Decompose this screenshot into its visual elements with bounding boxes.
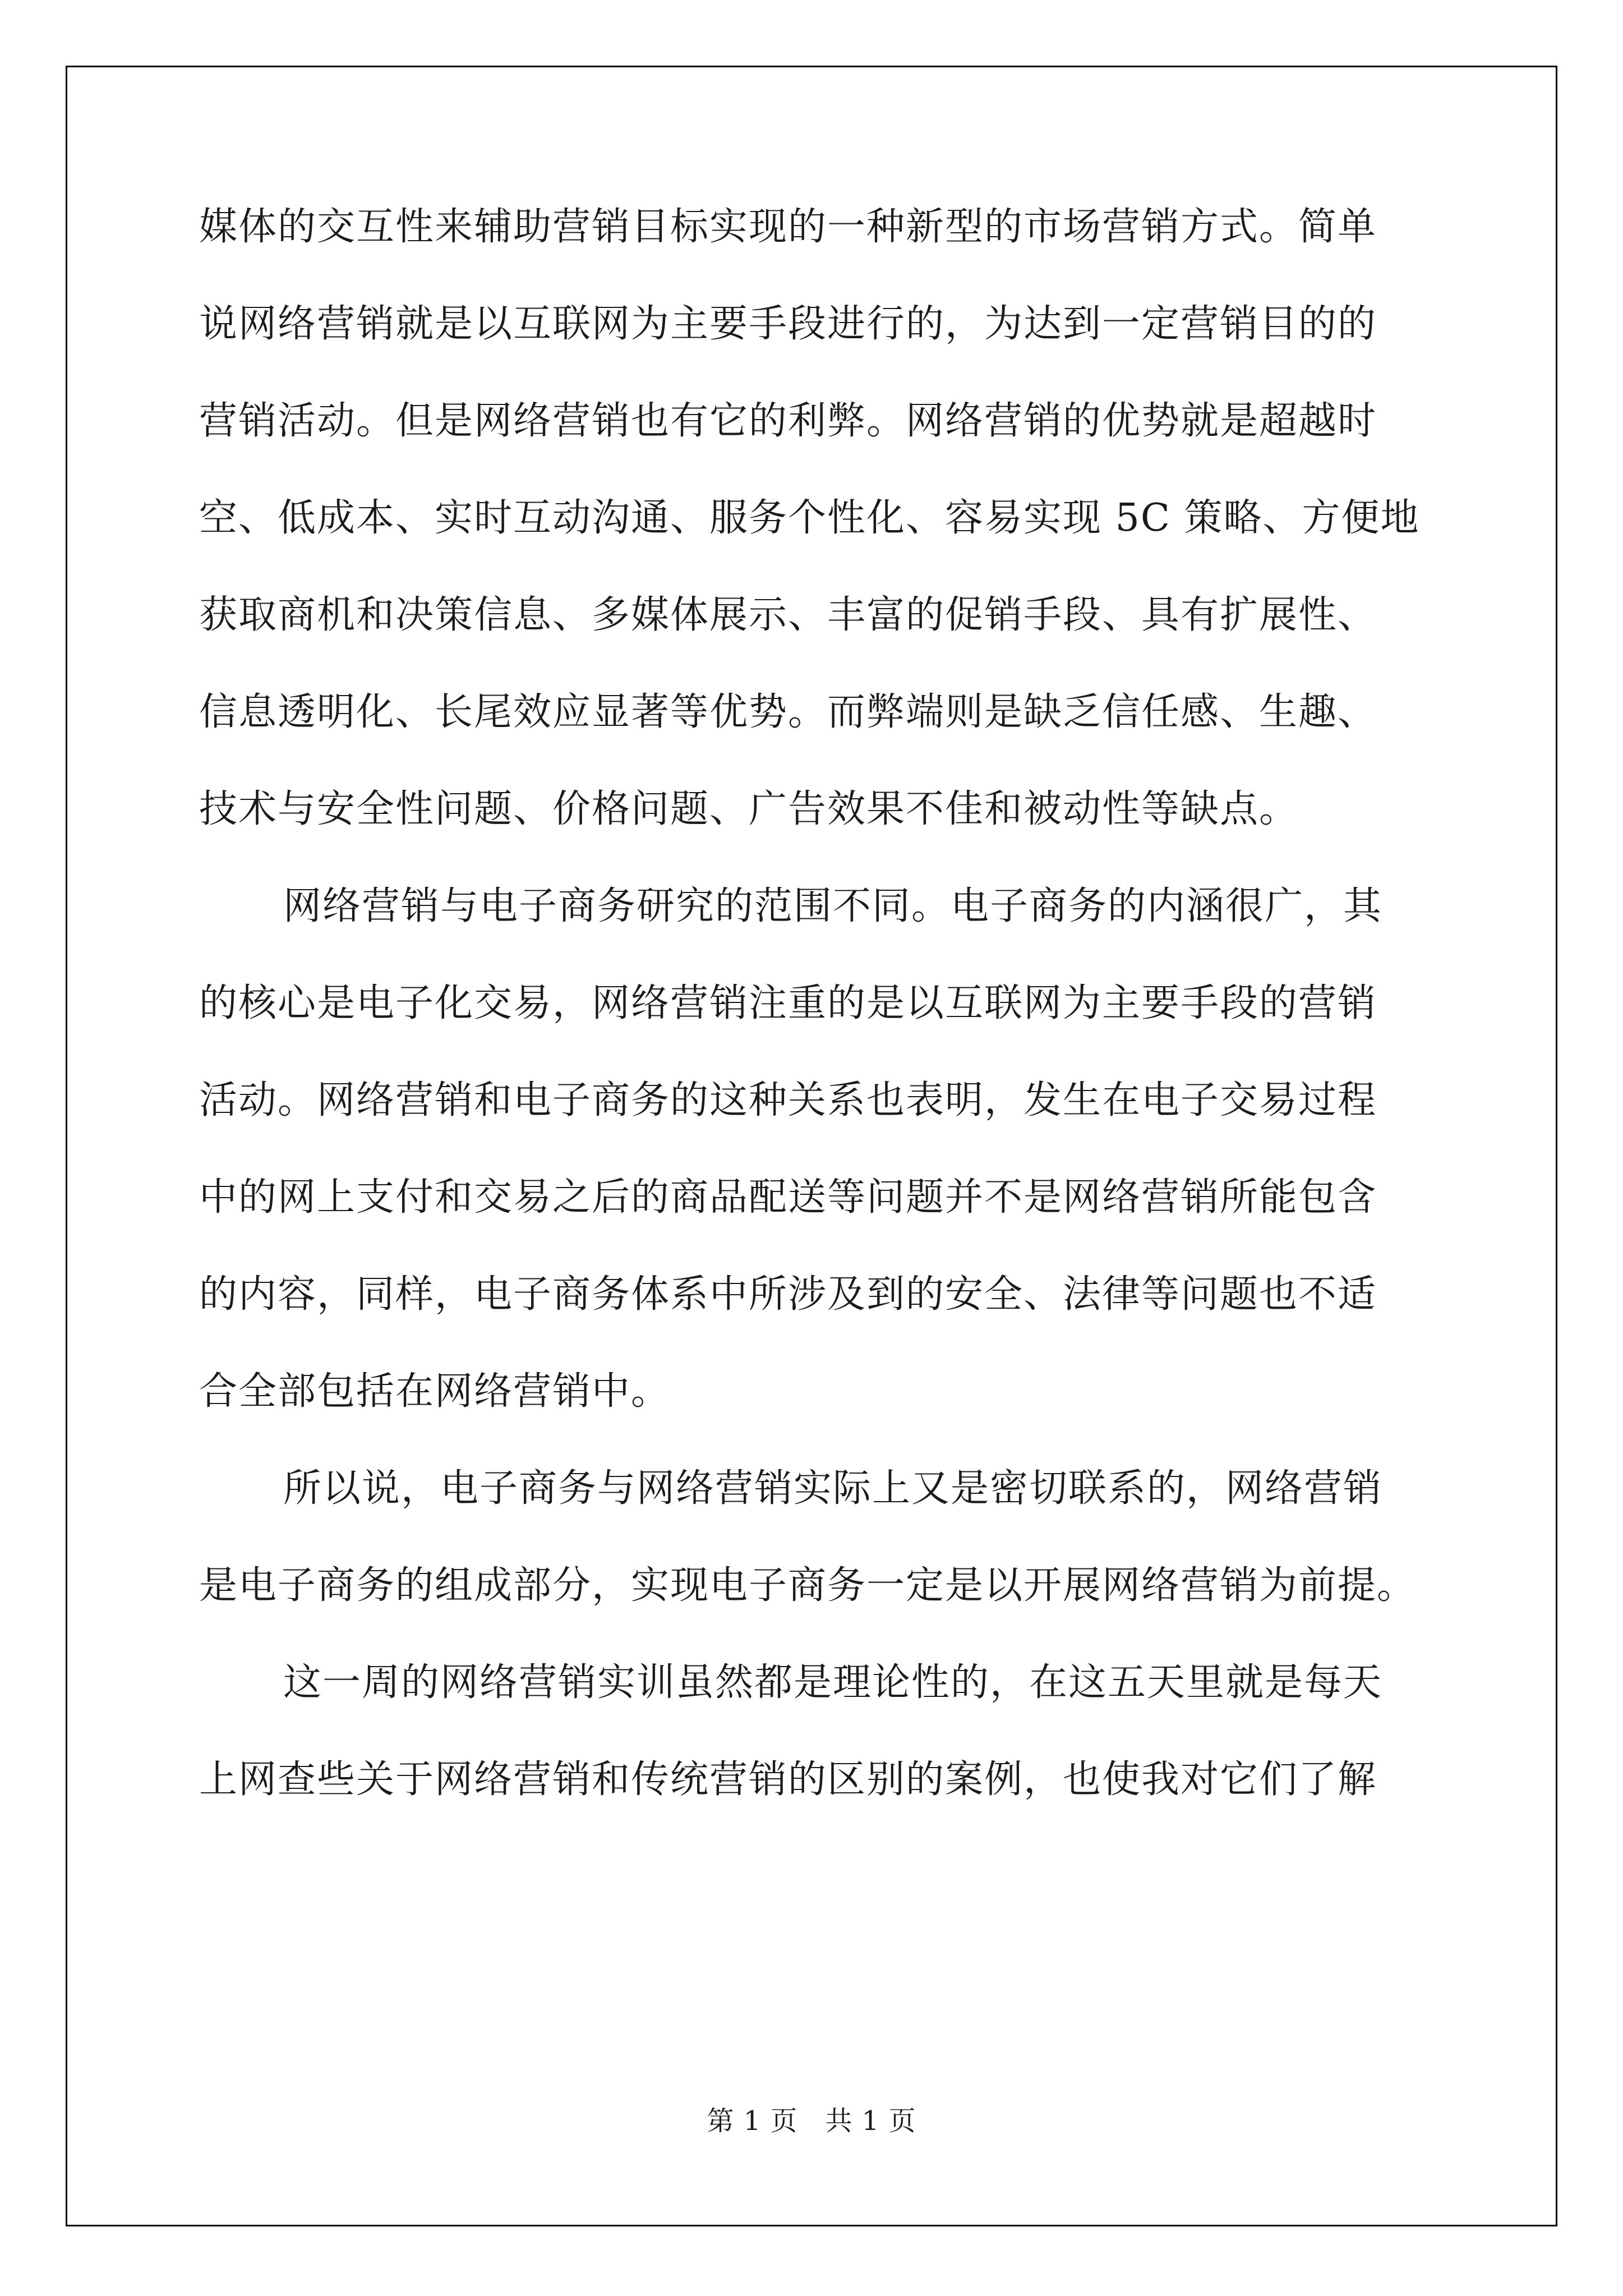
paragraph-start-line: 网络营销与电子商务研究的范围不同。电子商务的内涵很广，其 [283,884,1383,928]
text-line: 信息透明化、长尾效应显著等优势。而弊端则是缺乏信任感、生趣、 [199,690,1377,734]
page-border [66,66,1557,2226]
text-line: 空、低成本、实时互动沟通、服务个性化、容易实现 5C 策略、方便地 [199,496,1420,540]
text-line: 媒体的交互性来辅助营销目标实现的一种新型的市场营销方式。简单 [199,205,1377,249]
text-line: 的核心是电子化交易，网络营销注重的是以互联网为主要手段的营销 [199,981,1377,1025]
text-line: 是电子商务的组成部分，实现电子商务一定是以开展网络营销为前提。 [199,1563,1417,1608]
text-line: 中的网上支付和交易之后的商品配送等问题并不是网络营销所能包含 [199,1175,1377,1220]
text-line: 获取商机和决策信息、多媒体展示、丰富的促销手段、具有扩展性、 [199,593,1377,637]
text-line: 营销活动。但是网络营销也有它的利弊。网络营销的优势就是超越时 [199,399,1377,443]
page-number-footer: 第 1 页 共 1 页 [707,2105,916,2137]
text-line: 的内容，同样，电子商务体系中所涉及到的安全、法律等问题也不适 [199,1272,1377,1317]
text-line: 活动。网络营销和电子商务的这种关系也表明，发生在电子交易过程 [199,1078,1377,1122]
text-line: 技术与安全性问题、价格问题、广告效果不佳和被动性等缺点。 [199,787,1299,831]
paragraph-start-line: 所以说，电子商务与网络营销实际上又是密切联系的，网络营销 [283,1466,1383,1511]
paragraph-start-line: 这一周的网络营销实训虽然都是理论性的，在这五天里就是每天 [283,1660,1383,1705]
text-line: 说网络营销就是以互联网为主要手段进行的，为达到一定营销目的的 [199,302,1377,346]
text-line: 合全部包括在网络营销中。 [199,1369,671,1414]
text-line: 上网查些关于网络营销和传统营销的区别的案例，也使我对它们了解 [199,1757,1377,1802]
